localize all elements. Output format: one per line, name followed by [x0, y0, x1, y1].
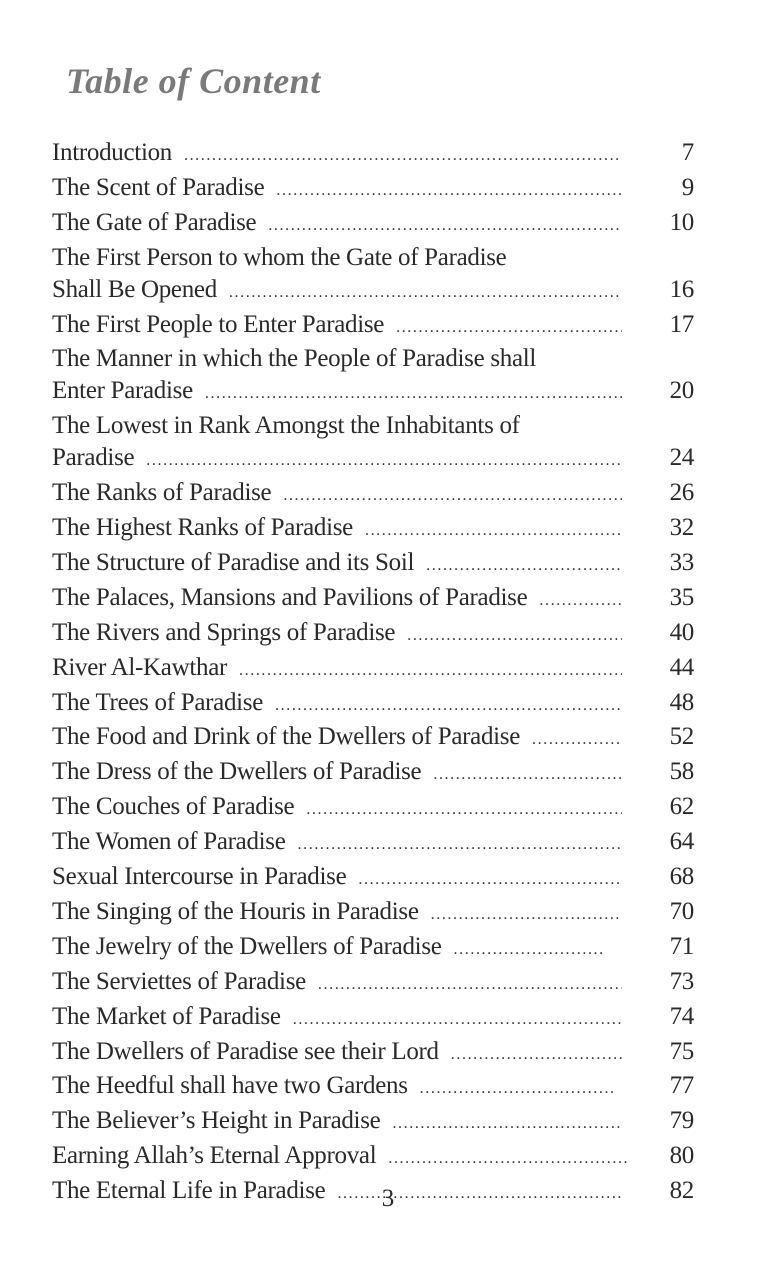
toc-page-number: 80 [669, 1142, 694, 1170]
dot-leader [532, 724, 622, 756]
toc-entry-title: The Believer’s Height in Paradise [52, 1107, 381, 1135]
toc-page-number: 52 [669, 723, 694, 751]
toc-entry-kawthar[interactable] [52, 652, 694, 687]
toc-entry-title: The Eternal Life in Paradise [52, 1177, 326, 1205]
toc-page-number: 24 [669, 444, 694, 472]
dot-leader [539, 585, 622, 617]
dot-leader [431, 899, 622, 931]
toc-entry-ranks[interactable] [52, 477, 694, 512]
toc-page-number: 16 [669, 275, 694, 303]
toc-entry-title: Paradise [52, 444, 135, 472]
toc-entry-title: The Palaces, Mansions and Pavilions of Paradise [52, 583, 528, 611]
page-title: Table of Content [66, 61, 321, 101]
toc-entry-title-line1: The Manner in which the People of Paradise shall [52, 345, 537, 373]
dot-leader [318, 969, 622, 1001]
dot-leader [306, 794, 622, 826]
dot-leader [184, 140, 622, 172]
toc-entry-first-person[interactable] [52, 242, 694, 309]
toc-entry-title: The Trees of Paradise [52, 688, 264, 716]
dot-leader [420, 1073, 614, 1105]
toc-entry-intercourse[interactable] [52, 861, 694, 896]
toc-entry-title: The Highest Ranks of Paradise [52, 513, 353, 541]
toc-entry-title-line1: The First Person to whom the Gate of Paradise [52, 243, 507, 271]
toc-entry-allahs-approval[interactable] [52, 1140, 694, 1175]
toc-entry-two-gardens[interactable] [52, 1070, 694, 1105]
toc-entry-title: The Gate of Paradise [52, 208, 257, 236]
dot-leader [358, 864, 622, 896]
toc-page-number: 75 [669, 1037, 694, 1065]
toc-entry-believers-height[interactable] [52, 1105, 694, 1140]
toc-entry-jewelry[interactable] [52, 931, 694, 966]
toc-entry-serviettes[interactable] [52, 966, 694, 1001]
toc-entry-women[interactable] [52, 826, 694, 861]
toc-entry-rivers[interactable] [52, 617, 694, 652]
toc-entry-title: The Couches of Paradise [52, 793, 295, 821]
toc-entry-title: Sexual Intercourse in Paradise [52, 863, 347, 891]
toc-entry-title: The Market of Paradise [52, 1002, 281, 1030]
toc-entry-title: Shall Be Opened [52, 275, 217, 303]
dot-leader [229, 277, 622, 309]
toc-entry-lowest-rank[interactable] [52, 410, 694, 477]
toc-page-number: 82 [669, 1177, 694, 1205]
toc-page-number: 58 [669, 758, 694, 786]
toc-entry-food-drink[interactable] [52, 721, 694, 756]
toc-entry-singing[interactable] [52, 896, 694, 931]
dot-leader [283, 480, 622, 512]
toc-entry-title: The Structure of Paradise and its Soil [52, 548, 415, 576]
toc-entry-title: The First People to Enter Paradise [52, 310, 385, 338]
dot-leader [365, 515, 622, 547]
toc-entry-palaces[interactable] [52, 582, 694, 617]
toc-entry-couches[interactable] [52, 791, 694, 826]
toc-page-number: 77 [669, 1072, 694, 1100]
toc-entry-see-lord[interactable] [52, 1036, 694, 1071]
dot-leader [239, 655, 622, 687]
toc-entry-title: The Singing of the Houris in Paradise [52, 897, 419, 925]
toc-page-number: 9 [681, 173, 694, 201]
toc-page-number: 62 [669, 793, 694, 821]
toc-entry-title: The Heedful shall have two Gardens [52, 1072, 408, 1100]
toc-page-number: 74 [669, 1002, 694, 1030]
toc-page-number: 32 [669, 513, 694, 541]
toc-page-number: 79 [669, 1107, 694, 1135]
toc-page-number: 64 [669, 828, 694, 856]
toc-page-number: 73 [669, 967, 694, 995]
toc-entry-title: Enter Paradise [52, 377, 193, 405]
table-of-contents [52, 137, 694, 1210]
dot-leader [392, 1108, 622, 1140]
toc-entry-title: The Women of Paradise [52, 828, 286, 856]
dot-leader [433, 759, 622, 791]
toc-page-number: 26 [669, 479, 694, 507]
dot-leader [146, 445, 622, 477]
dot-leader [388, 1143, 630, 1175]
toc-page-number: 33 [669, 548, 694, 576]
toc-page-number: 40 [669, 618, 694, 646]
toc-entry-title-line1: The Lowest in Rank Amongst the Inhabitants of [52, 412, 520, 440]
toc-entry-title: The Scent of Paradise [52, 173, 265, 201]
toc-entry-gate[interactable] [52, 207, 694, 242]
toc-entry-title: The Food and Drink of the Dwellers of Paradise [52, 723, 521, 751]
dot-leader [268, 210, 622, 242]
toc-page-number: 10 [669, 208, 694, 236]
dot-leader [205, 378, 622, 410]
toc-entry-trees[interactable] [52, 687, 694, 722]
page-number: 3 [381, 1185, 395, 1212]
dot-leader [407, 620, 622, 652]
toc-entry-title: The Serviettes of Paradise [52, 967, 306, 995]
dot-leader [451, 1039, 622, 1071]
toc-page-number: 35 [669, 583, 694, 611]
toc-entry-title: The Dwellers of Paradise see their Lord [52, 1037, 439, 1065]
toc-page-number: 48 [669, 688, 694, 716]
toc-entry-highest-ranks[interactable] [52, 512, 694, 547]
toc-page-number: 17 [669, 310, 694, 338]
toc-entry-introduction[interactable] [52, 137, 694, 172]
toc-entry-first-people[interactable] [52, 309, 694, 344]
dot-leader [293, 1004, 622, 1036]
dot-leader [276, 175, 622, 207]
dot-leader [396, 312, 622, 344]
toc-entry-title: The Dress of the Dwellers of Paradise [52, 758, 422, 786]
toc-entry-title: River Al-Kawthar [52, 653, 228, 681]
toc-page-number: 68 [669, 863, 694, 891]
toc-page-number: 7 [681, 139, 694, 166]
dot-leader [298, 829, 622, 861]
toc-entry-title: The Ranks of Paradise [52, 479, 272, 507]
toc-entry-title: The Rivers and Springs of Paradise [52, 618, 396, 646]
toc-entry-title: Introduction [52, 139, 172, 166]
toc-page-number: 70 [669, 897, 694, 925]
dot-leader [454, 934, 602, 966]
toc-entry-dress[interactable] [52, 756, 694, 791]
dot-leader [426, 550, 622, 582]
toc-entry-scent[interactable] [52, 172, 694, 207]
toc-entry-structure[interactable] [52, 547, 694, 582]
toc-page-number: 20 [669, 377, 694, 405]
dot-leader [275, 690, 622, 722]
toc-entry-title: The Jewelry of the Dwellers of Paradise [52, 932, 442, 960]
toc-entry-market[interactable] [52, 1001, 694, 1036]
toc-entry-manner[interactable] [52, 343, 694, 410]
toc-page-number: 44 [669, 653, 694, 681]
toc-page-number: 71 [669, 932, 694, 960]
toc-entry-title: Earning Allah’s Eternal Approval [52, 1142, 377, 1170]
